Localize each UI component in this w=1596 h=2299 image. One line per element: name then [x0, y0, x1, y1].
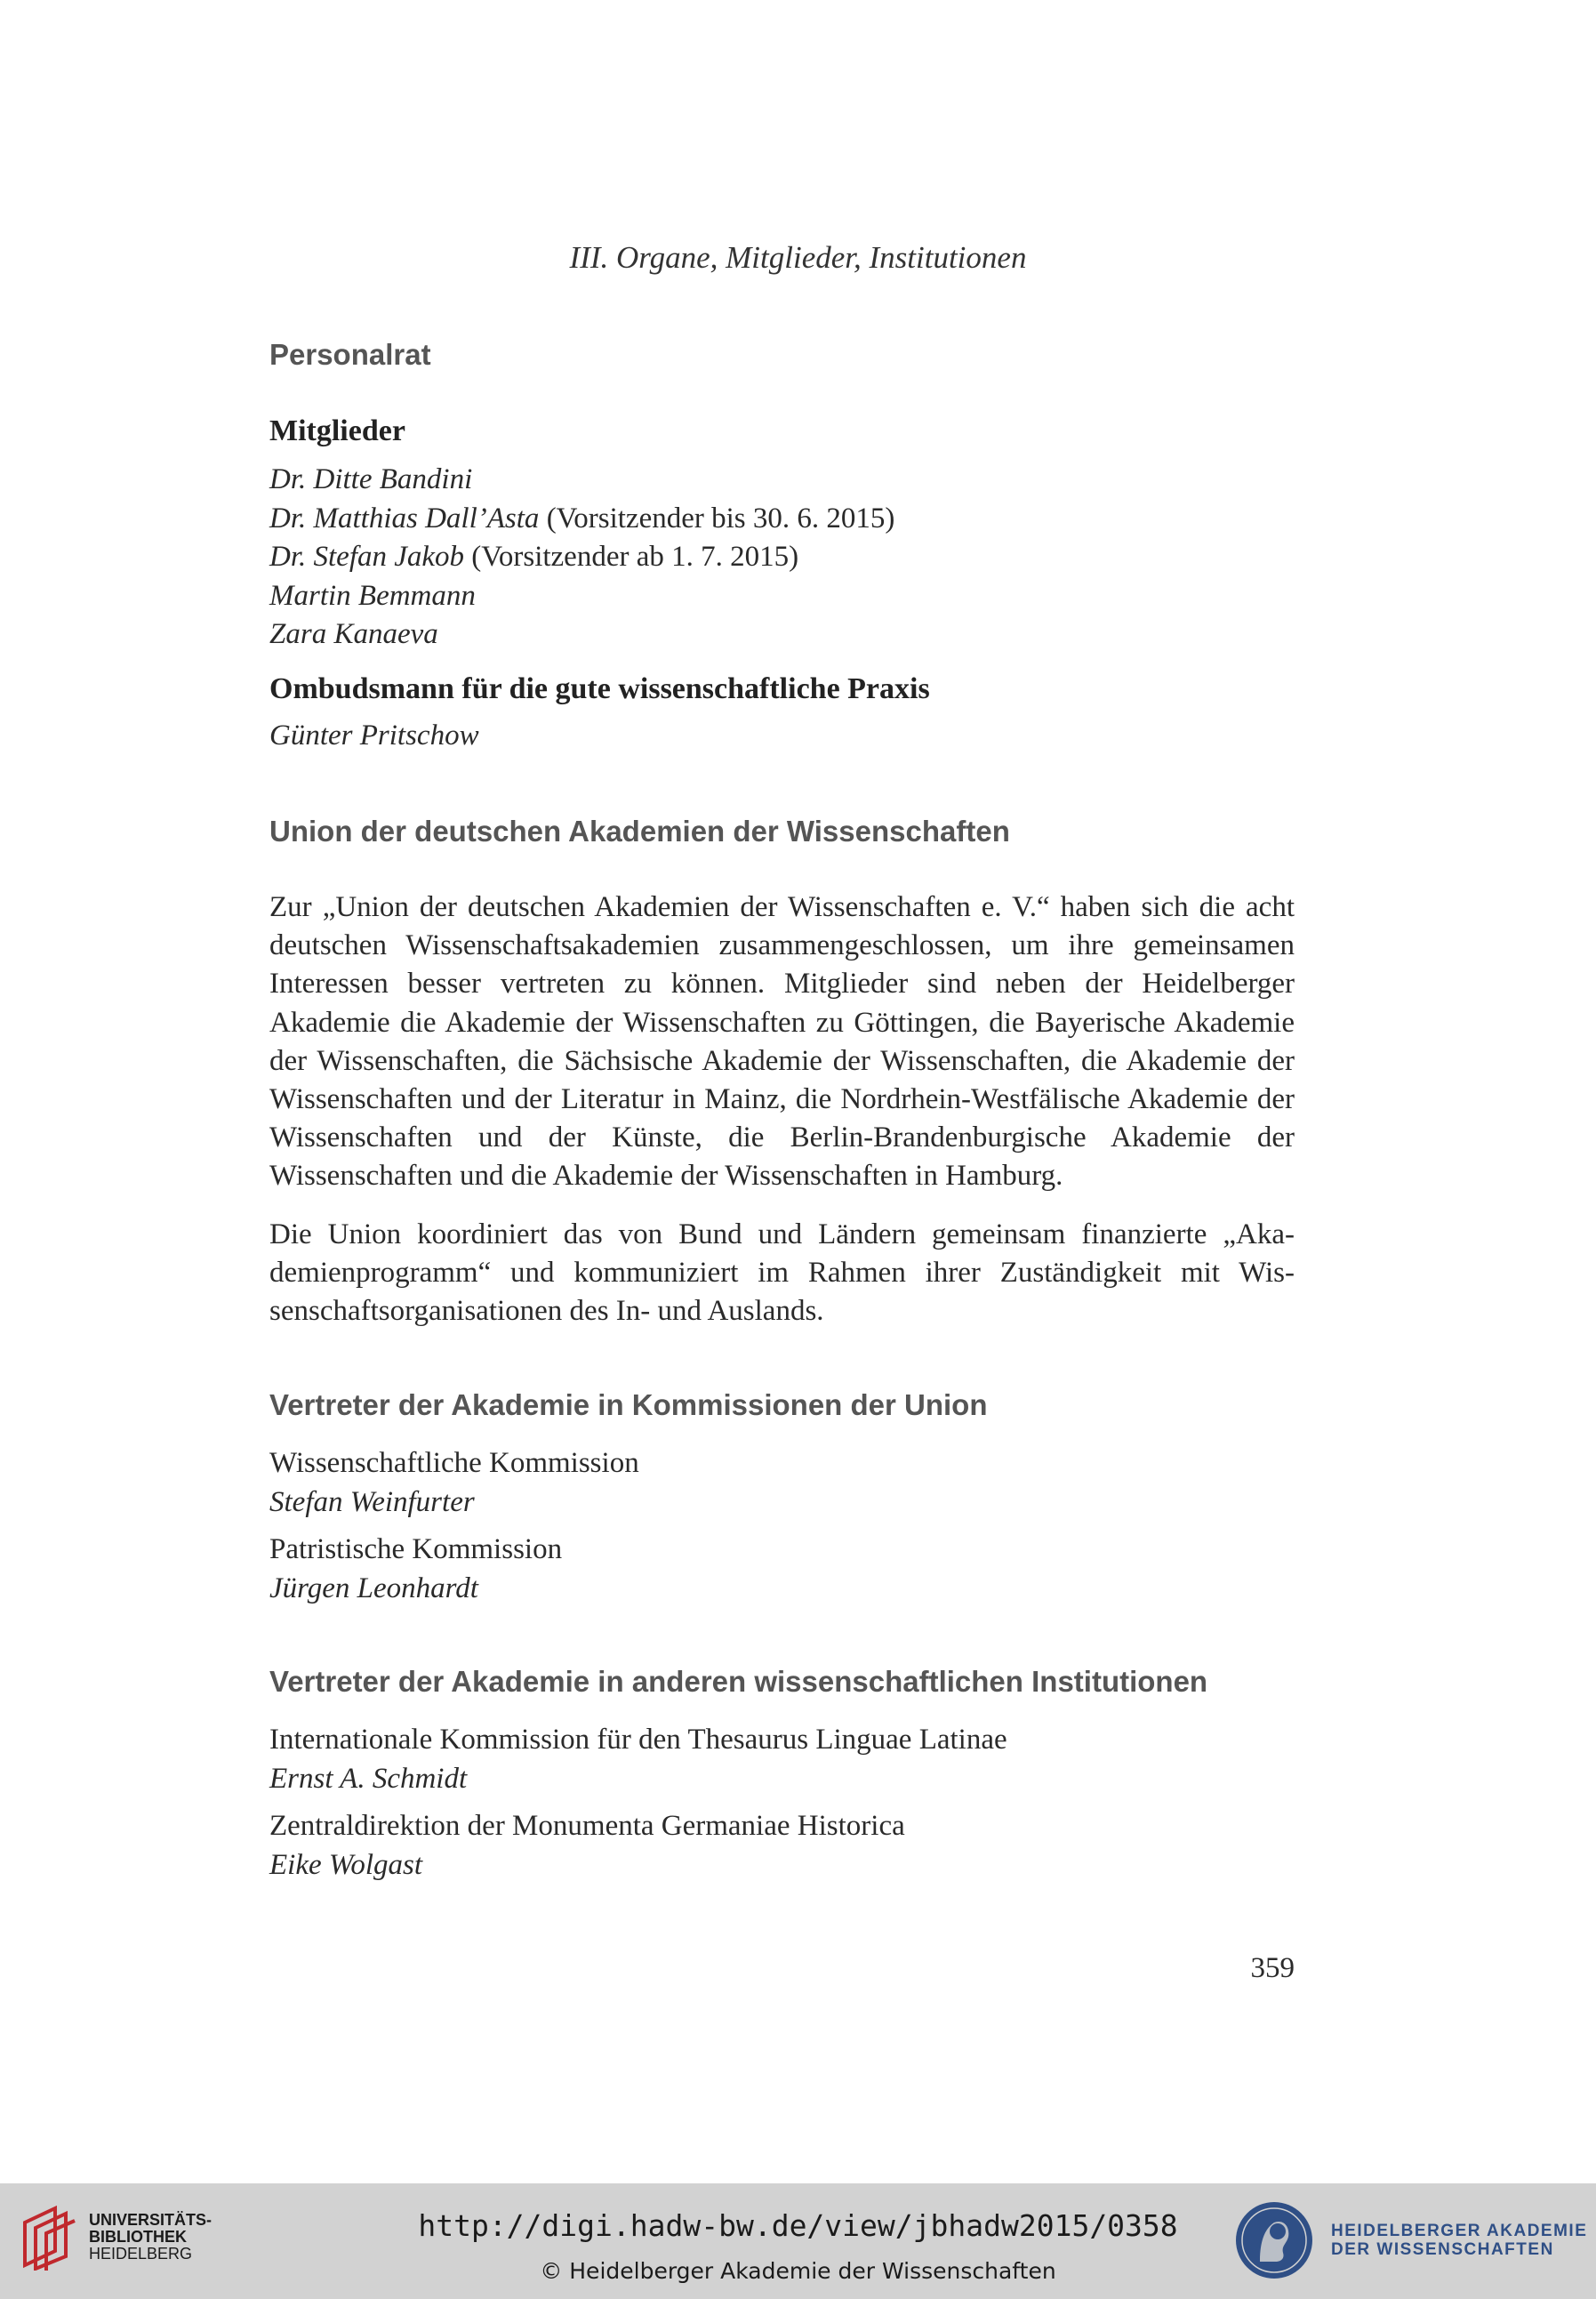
- member-entry: [269, 577, 894, 616]
- kommission-representative: Jürgen Leonhardt: [269, 1572, 478, 1604]
- member-entry: [269, 500, 894, 539]
- institution-representative: Eike Wolgast: [269, 1848, 423, 1881]
- ub-logo-line: HEIDELBERG: [89, 2245, 193, 2263]
- academy-logo-text: [1331, 2222, 1587, 2259]
- member-note: (Vorsitzender bis 30. 6. 2015): [539, 502, 895, 535]
- section-heading-kommissionen: Vertreter der Akademie in Kommissionen der Union: [269, 1388, 988, 1421]
- footer-copyright: © Heidelberger Akademie der Wissenschaften: [540, 2258, 1056, 2284]
- member-name: Dr. Ditte Bandini: [269, 463, 473, 495]
- academy-seal-icon: [1233, 2199, 1315, 2281]
- union-paragraph-1: Zur „Union der deutschen Akademien der Wissenschaften e. V.“ haben sich die acht deutschen Wissenschaftsakademien zusammengeschlossen, um ihre gemeinsamen Interessen besser vertreten zu können. Mitglieder sind neben der Heidelberger Akademie die Akademie der Wissenschaften zu Göttingen, die Bayerische Akademie der Wissenschaften, die Sächsische Akademie der Wissenschaften, die Akademie der Wissenschaften und der Literatur in Mainz, die Nordrhein-Westfälische Akademie der Wissenschaften und der Künste, die Berlin-Brandenburgische Akademie der Wissenschaften und die Akademie der Wissenschaften in Hamburg.: [269, 891, 1295, 1193]
- institution-title: Zentraldirektion der Monumenta Germaniae Historica: [269, 1810, 905, 1842]
- kommission-entry: [269, 1531, 562, 1608]
- institution-entry: [269, 1721, 1007, 1798]
- member-name: Dr. Matthias Dall’Asta: [269, 502, 540, 535]
- kommission-representative: Stefan Weinfurter: [269, 1485, 475, 1518]
- member-name: Zara Kanaeva: [269, 618, 438, 650]
- page-number: 359: [1250, 1952, 1295, 1984]
- member-entry: [269, 615, 894, 655]
- institution-representative: Ernst A. Schmidt: [269, 1762, 468, 1795]
- academy-logo-line: DER WISSENSCHAFTEN: [1331, 2240, 1554, 2259]
- member-entry: [269, 461, 894, 500]
- academy-logo-line: HEIDELBERGER AKADEMIE: [1331, 2222, 1588, 2240]
- kommission-entry: [269, 1444, 639, 1522]
- subheading-ombudsmann: Ombudsmann für die gute wissenschaftliche Praxis: [269, 672, 930, 705]
- member-list: [269, 461, 894, 655]
- section-heading-union: Union der deutschen Akademien der Wissenschaften: [269, 815, 1010, 848]
- kommission-title: Patristische Kommission: [269, 1533, 563, 1565]
- institution-title: Internationale Kommission für den Thesaurus Linguae Latinae: [269, 1724, 1007, 1756]
- member-note: (Vorsitzender ab 1. 7. 2015): [464, 541, 799, 573]
- ub-logo-line: BIBLIOTHEK: [89, 2228, 187, 2246]
- member-name: Dr. Stefan Jakob: [269, 541, 465, 573]
- section-heading-institutionen: Vertreter der Akademie in anderen wissenschaftlichen Institutionen: [269, 1665, 1208, 1698]
- kommission-title: Wissenschaftliche Kommission: [269, 1447, 639, 1479]
- footer-url-link[interactable]: http://digi.hadw-bw.de/view/jbhadw2015/0358: [418, 2208, 1178, 2243]
- member-entry: [269, 538, 894, 577]
- footer-bar: [0, 2183, 1596, 2299]
- member-name: Martin Bemmann: [269, 579, 476, 612]
- running-head: III. Organe, Mitglieder, Institutionen: [569, 240, 1027, 275]
- union-paragraph-2: Die Union koordiniert das von Bund und Ländern gemeinsam finanzierte „Akademienprogramm“ und kommuniziert im Rahmen ihrer Zuständigkeit mit Wissenschaftsorganisationen des In- und Auslands.: [269, 1218, 1295, 1328]
- section-heading-personalrat: Personalrat: [269, 338, 431, 371]
- ombudsmann-name: Günter Pritschow: [269, 719, 479, 752]
- institution-entry: [269, 1807, 905, 1885]
- ub-logo-line: UNIVERSITÄTS-: [89, 2211, 213, 2229]
- subheading-mitglieder: Mitglieder: [269, 414, 405, 447]
